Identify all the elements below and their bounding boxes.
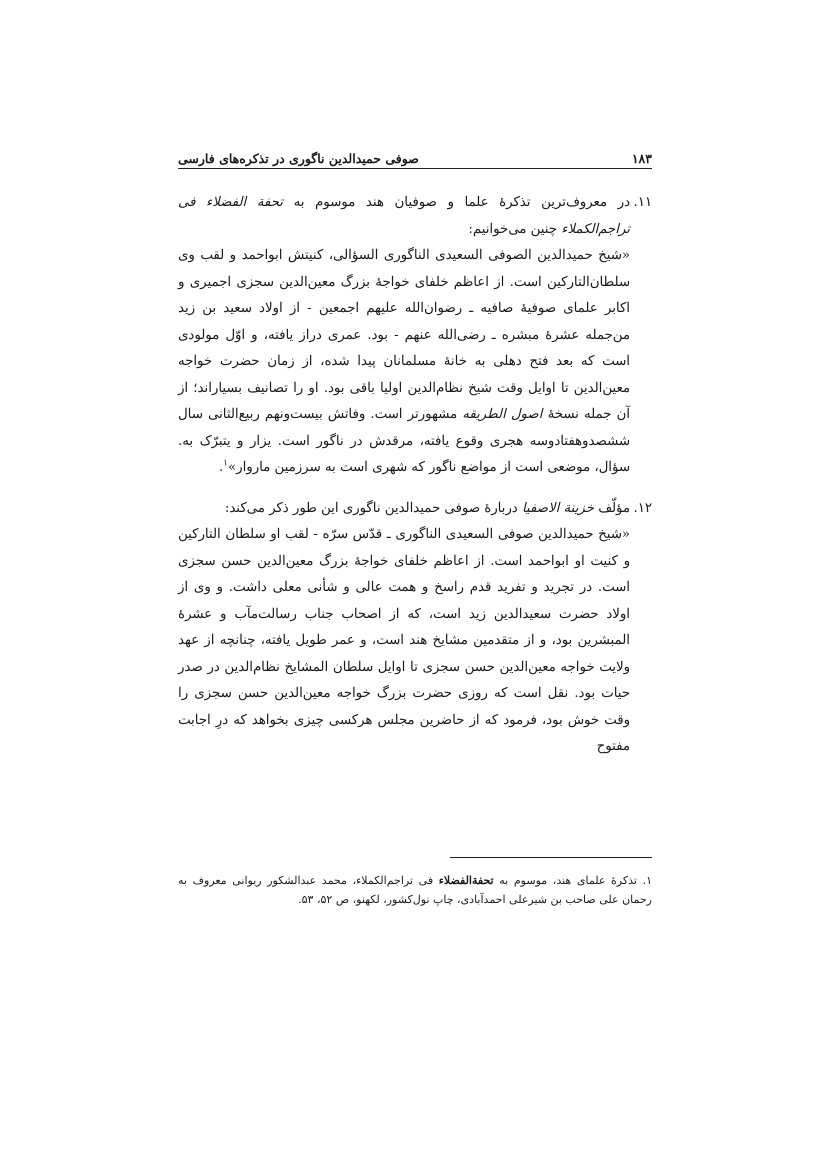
footnote (178, 871, 652, 909)
entry-intro (178, 496, 630, 523)
footnote-book-title: تحفةالفضلاء (438, 874, 494, 887)
footnote-text: فی تراجم‌الکملاء، محمد عبدالشکور ریوانی معروف به رحمان علی صاحب بن شیرعلی احمدآبادی، چاپ نول‌کشور، لکهنو، ص ۵۲، ۵۳. (178, 874, 652, 906)
entry-intro (178, 190, 630, 243)
running-title: صوفی حمیدالدین ناگوری در تذکره‌های فارسی (178, 151, 419, 166)
entry-number: ۱۲. (633, 500, 652, 516)
page-header (178, 142, 652, 166)
footnote-text: تذکرهٔ علمای هند، موسوم به (499, 874, 637, 887)
main-text (178, 190, 652, 761)
entry-number: ۱۱. (633, 195, 652, 210)
intro-text: چنین می‌خوانیم: (468, 221, 557, 237)
book-title: خزینة الاصفیا (521, 500, 594, 516)
book-title: تحفة الفضلاء فی تراجم‌الکملاء (178, 195, 630, 237)
book-title: اصول الطریقه (462, 407, 543, 422)
quote-text: مشهورتر است. وفاتش بیست‌ونهم ربیع‌الثانی سال ششصدوهفتادوسه هجری وقوع یافته، مرقدش در ناگور است. یزار و یتبرّک به. سؤال، موضعی است از مواضع ناگور که شهری است به سرزمین ماروار» (178, 407, 630, 475)
quote-text: «شیخ حمیدالدین الصوفی السعیدی الناگوری السؤالی، کنیتش ابواحمد و لقب وی سلطان‌التارکین است. از اعاظم خلفای خواجهٔ بزرگ معین‌الدین سجزی اجمیری و اکابر علمای صوفیهٔ صافیه ـ رضوان‌الله علیهم اجمعین - از اولاد سعید بن زید من‌جمله عشرهٔ مبشره ـ رضی‌الله عنهم - بود. عمری دراز یافته، و اوّل مولودی است که بعد فتح دهلی به خانهٔ مسلمانان پیدا شده، از زمان حضرت خواجه معین‌الدین تا اوایل وقت شیخ نظام‌الدین اولیا باقی بود. او را تصانیف بسیاراند؛ از آن جمله نسخهٔ (178, 248, 630, 422)
footnote-reference[interactable]: ۱ (223, 458, 229, 469)
entry-quote (178, 243, 630, 482)
page-number: ۱۸۳ (631, 151, 652, 166)
footnote-rule (450, 857, 652, 858)
entry-quote: «شیخ حمیدالدین صوفی السعیدی الناگوری ـ قدّس سرّه - لقب او سلطان التارکین و کنیت او ابواحمد است. از اعاظم خلفای خواجهٔ بزرگ معین‌الدین حسن سجزی است. در تجرید و تفرید قدم راسخ و همت عالی و شأنی معلی داشت. و وی از اولاد حضرت سعیدالدین زید است، که از اصحاب جناب رسالت‌مآب و عشرهٔ المبشرین بود، و از متقدمین مشایخ هند است، و عمر طویل یافته، چنانچه از عهد ولایت خواجه معین‌الدین حسن سجزی تا اوایل سلطان المشایخ نظام‌الدین در صدر حیات بود. نقل است که روزی حضرت بزرگ خواجه معین‌الدین حسن سجزی را وقت خوش بود، فرمود که از حاضرین مجلس هرکسی چیزی بخواهد که درِ اجابت مفتوح (178, 527, 630, 754)
header-rule (178, 168, 652, 169)
end-mark: . (218, 460, 224, 475)
footnote-number: ۱. (642, 874, 653, 887)
entry-12 (178, 496, 652, 761)
entry-11 (178, 190, 652, 482)
intro-text: مؤلّف (598, 500, 630, 516)
intro-text: در معروف‌ترین تذکرهٔ علما و صوفیان هند موسوم به (293, 195, 630, 210)
intro-text: دربارهٔ صوفی حمیدالدین ناگوری این طور ذکر می‌کند: (224, 500, 518, 516)
